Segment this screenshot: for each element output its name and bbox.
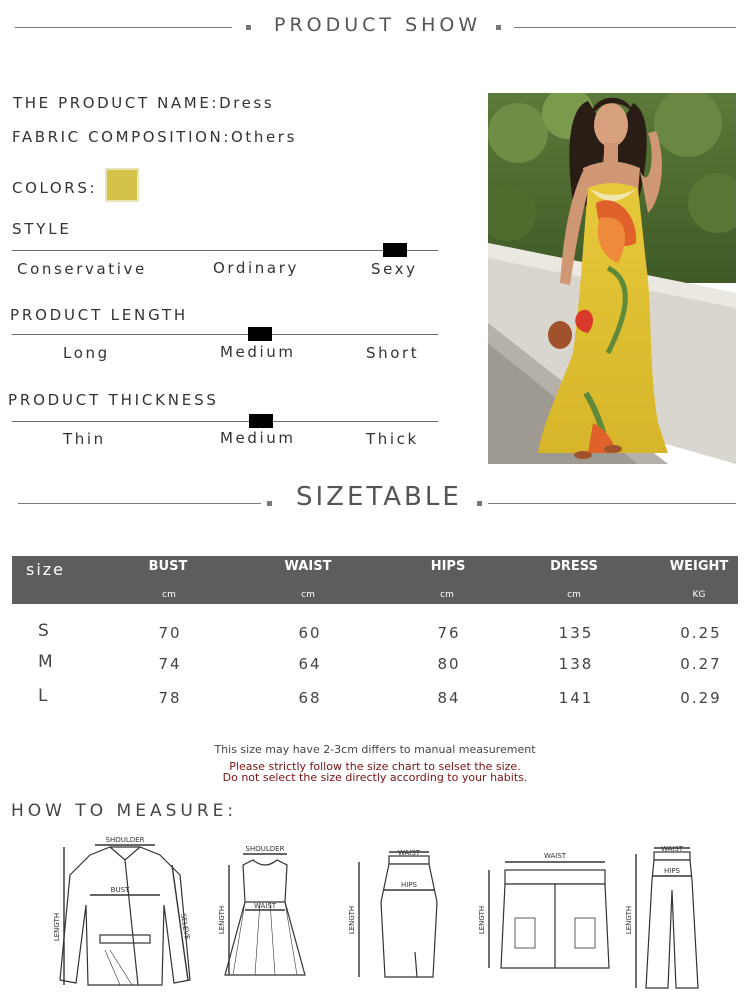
fabric-composition [12, 128, 297, 146]
cell-hips: 84 [437, 689, 461, 707]
length-marker [248, 327, 272, 341]
header-waist-unit: cm [301, 590, 315, 600]
length-scale-line [12, 334, 438, 335]
colors-label: COLORS: [12, 179, 98, 197]
header-weight-unit: KG [692, 590, 706, 600]
header-weight: WEIGHT [669, 559, 729, 574]
color-swatch-yellow[interactable] [105, 168, 139, 202]
thickness-label-thin: Thin [63, 430, 106, 448]
thickness-label-thick: Thick [366, 430, 419, 448]
cell-bust: 78 [158, 689, 182, 707]
skirt-waist-label: WAIST [397, 849, 421, 857]
cell-weight: 0.27 [680, 655, 722, 673]
measure-figure-pants [622, 840, 712, 990]
fabric-label: FABRIC COMPOSITION: [12, 128, 231, 146]
cell-bust: 74 [158, 655, 182, 673]
length-label-long: Long [63, 344, 110, 362]
length-label-medium: Medium [220, 343, 296, 361]
cell-waist: 60 [298, 624, 322, 642]
how-to-measure-title: HOW TO MEASURE: [11, 801, 238, 821]
row-size-s: S [38, 621, 49, 641]
cell-weight: 0.29 [680, 689, 722, 707]
row-size-m: M [38, 652, 53, 672]
cell-hips: 76 [437, 624, 461, 642]
length-title: PRODUCT LENGTH [10, 306, 188, 324]
product-show-square-right [496, 25, 501, 30]
cell-bust: 70 [158, 624, 182, 642]
cell-dress: 141 [558, 689, 594, 707]
header-hips-unit: cm [440, 590, 454, 600]
header-dress-unit: cm [567, 590, 581, 600]
product-name-value: Dress [219, 94, 275, 112]
product-photo-illustration [488, 93, 736, 464]
skirt-length-label: LENGTH [348, 905, 356, 935]
jacket-sleeve-label: SELEVE [178, 912, 192, 941]
cell-waist: 68 [298, 689, 322, 707]
sizetable-title: SIZETABLE [296, 482, 462, 512]
header-dress: DRESS [550, 559, 598, 574]
product-show-rule-left [15, 27, 232, 28]
cell-weight: 0.25 [680, 624, 722, 642]
sizetable-rule-right [488, 503, 736, 504]
jacket-length-label: LENGTH [53, 912, 61, 942]
measure-figure-jacket [50, 835, 200, 995]
pants-hips-label: HIPS [664, 867, 680, 875]
jacket-shoulder-label: SHOULDER [105, 836, 145, 844]
dress-length-label: LENGTH [218, 905, 226, 935]
jacket-bust-label: BUST [110, 886, 130, 894]
header-bust: BUST [148, 559, 188, 574]
measure-figure-dress [215, 840, 315, 985]
note-follow-chart: Please strictly follow the size chart to selset the size. [229, 760, 521, 773]
row-size-l: L [38, 686, 48, 706]
style-label-conservative: Conservative [17, 260, 147, 278]
fabric-value: Others [230, 128, 297, 146]
header-waist: WAIST [284, 559, 332, 574]
measure-figure-denim-skirt [475, 848, 615, 978]
product-photo [488, 93, 736, 464]
note-measurement: This size may have 2-3cm differs to manual measurement [214, 743, 536, 756]
skirt-hips-label: HIPS [401, 881, 417, 889]
denim-length-label: LENGTH [478, 905, 486, 935]
pants-waist-label: WAIST [660, 845, 684, 853]
dress-waist-label: WAIST [253, 902, 277, 910]
pants-length-label: LENGTH [625, 905, 633, 935]
note-habits: Do not select the size directly according to your habits. [222, 771, 528, 784]
denim-waist-label: WAIST [543, 852, 567, 860]
thickness-label-medium: Medium [220, 429, 296, 447]
measure-figure-skirt [345, 842, 445, 982]
length-label-short: Short [366, 344, 420, 362]
thickness-title: PRODUCT THICKNESS [8, 391, 219, 409]
style-label-ordinary: Ordinary [213, 259, 299, 277]
cell-waist: 64 [298, 655, 322, 673]
dress-shoulder-label: SHOULDER [245, 845, 285, 853]
product-name [13, 94, 274, 112]
size-table-header [12, 556, 738, 604]
sizetable-rule-left [18, 503, 261, 504]
header-hips: HIPS [430, 559, 466, 574]
product-name-label: THE PRODUCT NAME: [13, 94, 220, 112]
style-label-sexy: Sexy [371, 260, 418, 278]
sizetable-square-left [267, 501, 272, 506]
style-title: STYLE [12, 220, 72, 238]
product-show-square-left [246, 25, 251, 30]
thickness-scale-line [12, 421, 438, 422]
style-marker [383, 243, 407, 257]
cell-hips: 80 [437, 655, 461, 673]
header-size: size [26, 560, 66, 579]
style-scale-line [12, 250, 438, 251]
cell-dress: 135 [558, 624, 594, 642]
cell-dress: 138 [558, 655, 594, 673]
header-bust-unit: cm [162, 590, 176, 600]
product-show-rule-right [514, 27, 736, 28]
product-show-title: PRODUCT SHOW [274, 14, 482, 36]
thickness-marker [249, 414, 273, 428]
sizetable-square-right [477, 501, 482, 506]
